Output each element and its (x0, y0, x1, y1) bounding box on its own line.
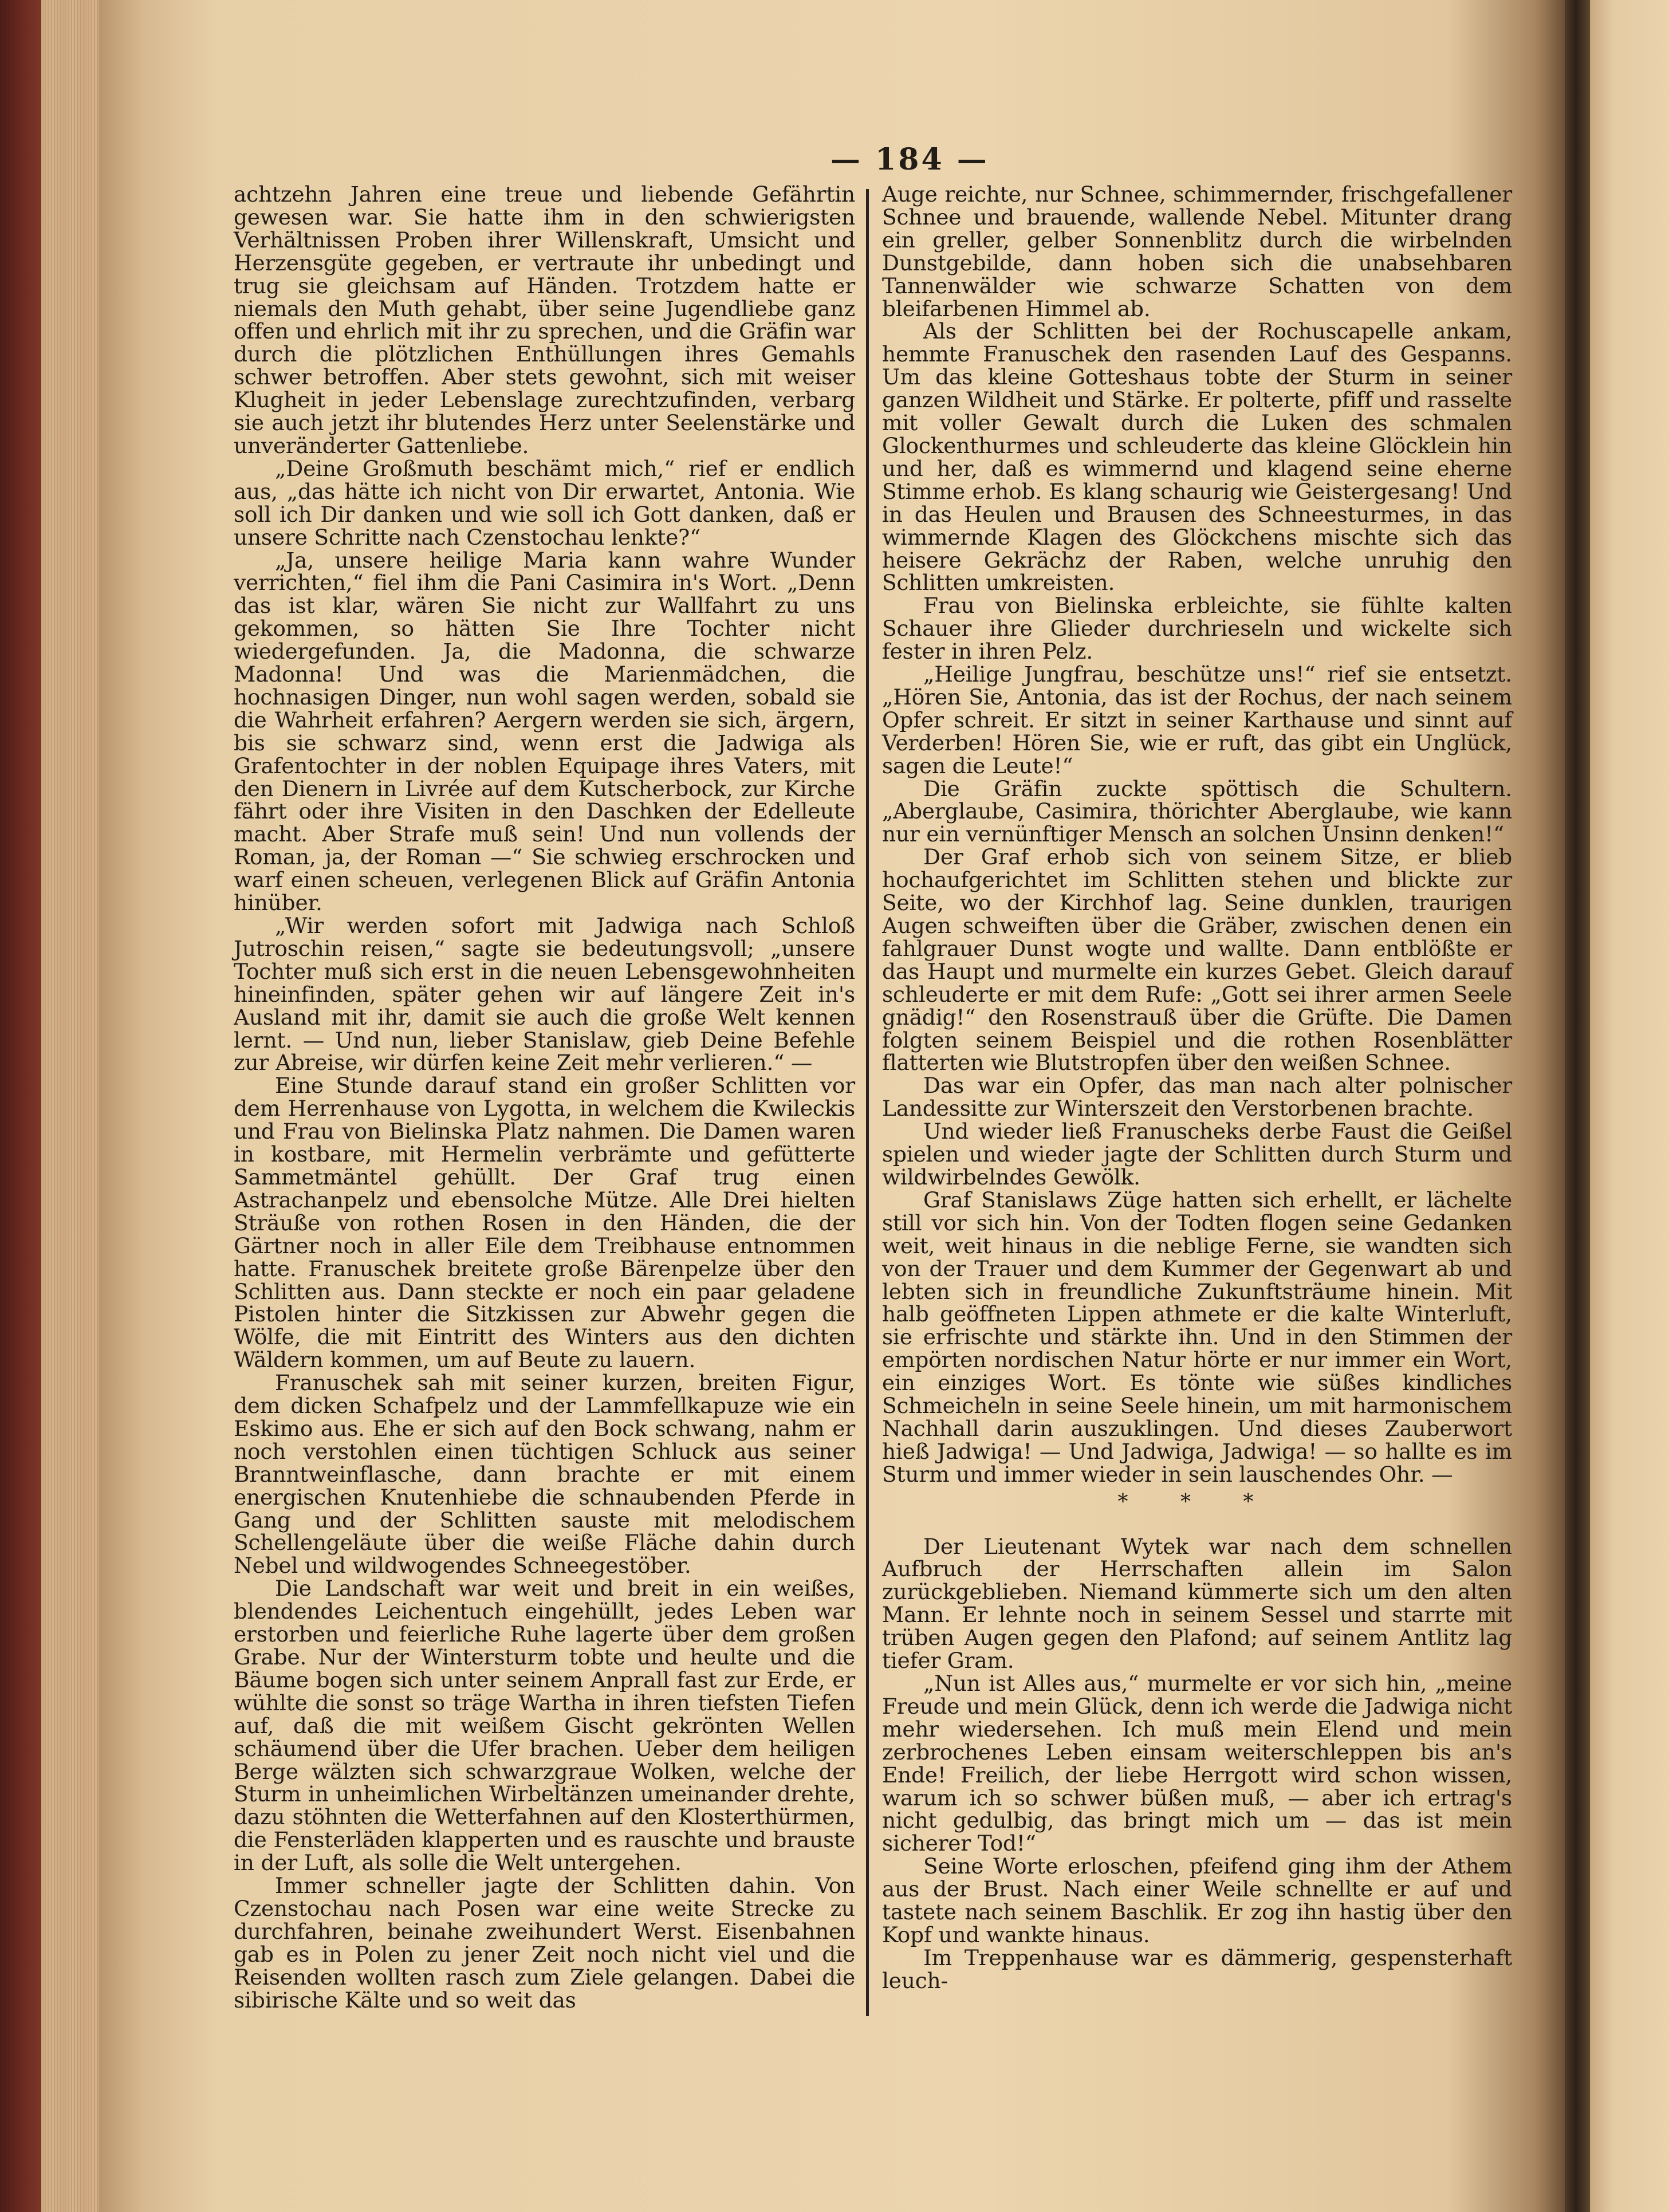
book-cover-edge (0, 0, 41, 2212)
right-page-fragment (1590, 0, 1669, 2212)
column-rule (866, 189, 869, 2016)
paragraph: Das war ein Opfer, das man nach alter polnischer Landessitte zur Winterszeit den Verstorbenen brachte. (882, 1073, 1512, 1121)
paragraph: „Heilige Jungfrau, beschütze uns!“ rief sie entsetzt. „Hören Sie, Antonia, das ist der Rochus, der nach seinem Opfer schreit. Er sitzt in seiner Karthause und sinnt auf Verderben! Hören Sie, wie er ruft, das gibt ein Unglück, sagen die Leute!“ (882, 662, 1512, 778)
paragraph: Und wieder ließ Franuscheks derbe Faust die Geißel spielen und wieder jagte der Schlitten durch Sturm und wildwirbelndes Gewölk. (882, 1119, 1512, 1190)
paragraph: „Ja, unsere heilige Maria kann wahre Wunder verrichten,“ fiel ihm die Pani Casimira in's Wort. „Denn das ist klar, wären Sie nicht zur Wallfahrt zu uns gekommen, so hätten Sie Ihre Tochter nicht wiedergefunden. Ja, die Madonna, die schwarze Madonna! Und was die Marienmädchen, die hochnasigen Dinger, nun wohl sagen werden, sobald sie die Wahrheit erfahren? Aergern werden sie sich, ärgern, bis sie schwarz sind, wenn erst die Jadwiga als Grafentochter in der noblen Equipage ihres Vaters, mit den Dienern in Livrée auf dem Kutscherbock, zur Kirche fährt oder ihre Visiten in den Daschken der Edelleute macht. Aber Strafe muß sein! Und nun vollends der Roman, ja, der Roman —“ Sie schwieg erschrocken und warf einen scheuen, verlegenen Blick auf Gräfin Antonia hinüber. (234, 547, 855, 916)
paragraph: achtzehn Jahren eine treue und liebende Gefährtin gewesen war. Sie hatte ihm in den schwierigsten Verhältnissen Proben ihrer Willenskraft, Umsicht und Herzensgüte gegeben, er vertraute ihr unbedingt und trug sie gleichsam auf Händen. Trotzdem hatte er niemals den Muth gehabt, über seine Jugendliebe ganz offen und ehrlich mit ihr zu sprechen, und die Gräfin war durch die plötzlichen Enthüllungen ihres Gemahls schwer betroffen. Aber stets gewohnt, sich mit weiser Klugheit in jeder Lebenslage zurechtzufinden, verbarg sie auch jetzt ihr blutendes Herz unter Seelenstärke und unveränderter Gattenliebe. (234, 182, 855, 458)
page-number: — 184 — (830, 142, 989, 177)
paragraph: Der Lieutenant Wytek war nach dem schnellen Aufbruch der Herrschaften allein im Salon zurückgeblieben. Niemand kümmerte sich um den alten Mann. Er lehnte noch in seinem Sessel und starrte mit trüben Augen gegen den Plafond; auf seinem Antlitz lag tiefer Gram. (882, 1533, 1512, 1674)
paragraph: Immer schneller jagte der Schlitten dahin. Von Czenstochau nach Posen war eine weite Strecke zu durchfahren, beinahe zweihundert Werst. Eisenbahnen gab es in Polen zu jener Zeit noch nicht viel und die Reisenden wollten rasch zum Ziele gelangen. Dabei die sibirische Kälte und so weit das (234, 1873, 855, 2013)
paragraph: Die Gräfin zuckte spöttisch die Schultern. „Aberglaube, Casimira, thörichter Aberglaube, wie kann nur ein vernünftiger Mensch an solchen Unsinn denken!“ (882, 776, 1512, 847)
paragraph: Graf Stanislaws Züge hatten sich erhellt, er lächelte still vor sich hin. Von der Todten flogen seine Gedanken weit, weit hinaus in die neblige Ferne, sie wandten sich von der Trauer und dem Kummer der Gegenwart ab und lebten sich in freundliche Zukunftsträume hinein. Mit halb geöffneten Lippen athmete er die kalte Winterluft, sie erfrischte und stärkte ihn. Und in den Stimmen der empörten nordischen Natur hörte er nur immer ein Wort, ein einziges Wort. Es tönte wie süßes kindliches Schmeicheln in seine Seele hinein, um mit harmonischem Nachhall darin auszuklingen. Und dieses Zauberwort hieß Jadwiga! — Und Jadwiga, Jadwiga! — so hallte es im Sturm und immer wieder in sein lauschendes Ohr. — (882, 1187, 1512, 1487)
paragraph: Der Graf erhob sich von seinem Sitze, er blieb hochaufgerichtet im Schlitten stehen und blickte zur Seite, wo der Kirchhof lag. Seine dunklen, traurigen Augen schweiften über die Gräber, zwischen denen ein fahlgrauer Dunst wogte und wallte. Dann entblößte er das Haupt und murmelte ein kurzes Gebet. Gleich darauf schleuderte er mit dem Rufe: „Gott sei ihrer armen Seele gnädig!“ den Rosenstrauß über die Grüfte. Die Damen folgten seinem Beispiel und die rothen Rosenblätter flatterten wie Blutstropfen über den weißen Schnee. (882, 844, 1512, 1076)
paragraph: Seine Worte erloschen, pfeifend ging ihm der Athem aus der Brust. Nach einer Weile schnellte er auf und tastete nach seinem Baschlik. Er zog ihn hastig über den Kopf und wankte hinaus. (882, 1853, 1512, 1947)
paragraph: Frau von Bielinska erbleichte, sie fühlte kalten Schauer ihre Glieder durchrieseln und wickelte sich fester in ihren Pelz. (882, 593, 1512, 664)
page-edges-block (41, 0, 99, 2212)
paragraph: Eine Stunde darauf stand ein großer Schlitten vor dem Herrenhause von Lygotta, in welchem die Kwileckis und Frau von Bielinska Platz nahmen. Die Damen waren in kostbare, mit Hermelin verbrämte und gefütterte Sammetmäntel gehüllt. Der Graf trug einen Astrachanpelz und ebensolche Mütze. Alle Drei hielten Sträuße von rothen Rosen in den Händen, die der Gärtner noch in aller Eile dem Treibhause entnommen hatte. Franuschek breitete große Bärenpelze über den Schlitten aus. Dann steckte er noch ein paar geladene Pistolen hinter die Sitzkissen zur Abwehr gegen die Wölfe, die mit Eintritt des Winters aus den dichten Wäldern kommen, um auf Beute zu lauern. (234, 1073, 855, 1373)
paragraph: Im Treppenhause war es dämmerig, gespensterhaft leuch- (882, 1945, 1512, 1993)
left-text-column (234, 183, 855, 2012)
paragraph: Als der Schlitten bei der Rochuscapelle ankam, hemmte Franuschek den rasenden Lauf des Gespanns. Um das kleine Gotteshaus tobte der Sturm in seiner ganzen Wildheit und Stärke. Er polterte, pfiff und rasselte mit voller Gewalt durch die Luken des schmalen Glockenthurmes und schleuderte das kleine Glöcklein hin und her, daß es wimmernd und klagend seine eherne Stimme erhob. Es klang schaurig wie Geistergesang! Und in das Heulen und Brausen des Schneesturmes, in das wimmernde Klagen des Glöckchens mischte sich das heisere Gekrächz der Raben, welche unruhig den Schlitten umkreisten. (882, 318, 1512, 596)
middle-text-column (882, 183, 1512, 1993)
paragraph: „Deine Großmuth beschämt mich,“ rief er endlich aus, „das hätte ich nicht von Dir erwartet, Antonia. Wie soll ich Dir danken und wie soll ich Gott danken, daß er unsere Schritte nach Czenstochau lenkte?“ (234, 455, 855, 550)
paragraph: „Nun ist Alles aus,“ murmelte er vor sich hin, „meine Freude und mein Glück, denn ich werde die Jadwiga nicht mehr wiedersehen. Ich muß mein Elend und mein zerbrochenes Leben einsam weiterschleppen bis an's Ende! Freilich, der liebe Herrgott wird schon wissen, warum ich so schwer büßen muß, — aber ich ertrag's nicht gedulbig, das bringt mich um — das ist mein sicherer Tod!“ (882, 1671, 1512, 1856)
book-gutter (1565, 0, 1590, 2212)
section-separator: * * * (1117, 1490, 1277, 1514)
paragraph: Auge reichte, nur Schnee, schimmernder, frischgefallener Schnee und brauende, wallende Nebel. Mitunter drang ein greller, gelber Sonnenblitz durch die wirbelnden Dunstgebilde, dann hoben sich die unabsehbaren Tannenwälder wie schwarze Schatten von dem bleifarbenen Himmel ab. (882, 182, 1512, 321)
paragraph: Franuschek sah mit seiner kurzen, breiten Figur, dem dicken Schafpelz und der Lammfellkapuze wie ein Eskimo aus. Ehe er sich auf den Bock schwang, nahm er noch verstohlen einen tüchtigen Schluck aus seiner Branntweinflasche, dann brachte er mit einem energischen Knutenhiebe die schnaubenden Pferde in Gang und der Schlitten sauste mit melodischem Schellengeläute über die weiße Fläche dahin durch Nebel und wildwogendes Schneegestöber. (234, 1370, 855, 1579)
paragraph: „Wir werden sofort mit Jadwiga nach Schloß Jutroschin reisen,“ sagte sie bedeutungsvoll; „unsere Tochter muß sich erst in die neuen Lebensgewohnheiten hineinfinden, später gehen wir auf längere Zeit in's Ausland mit ihr, damit sie auch die große Welt kennen lernt. — Und nun, lieber Stanislaw, gieb Deine Befehle zur Abreise, wir dürfen keine Zeit mehr verlieren.“ — (234, 913, 855, 1076)
paragraph: Die Landschaft war weit und breit in ein weißes, blendendes Leichentuch eingehüllt, jedes Leben war erstorben und feierliche Ruhe lagerte über dem großen Grabe. Nur der Wintersturm tobte und heulte und die Bäume bogen sich unter seinem Anprall fast zur Erde, er wühlte die sonst so träge Wartha in ihren tiefsten Tiefen auf, daß die mit weißem Gischt gekrönten Wellen schäumend über die Ufer brachen. Ueber dem heiligen Berge wälzten sich schwarzgraue Wolken, welche der Sturm in unheimlichen Wirbeltänzen umeinander drehte, dazu stöhnten die Wetterfahnen auf den Klosterthürmen, die Fensterläden klapperten und es rauschte und brauste in der Luft, als solle die Welt untergehen. (234, 1576, 855, 1876)
